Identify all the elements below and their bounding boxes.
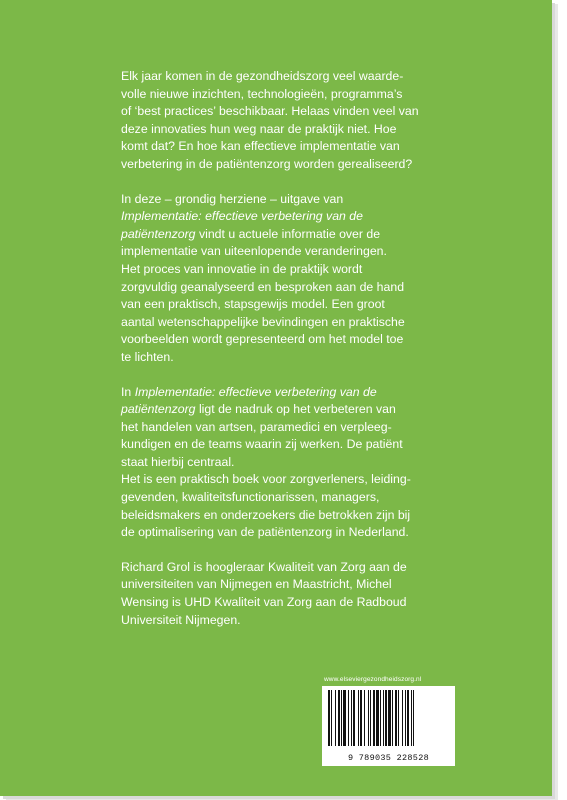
text-line: verbetering in de patiëntenzorg worden gerealiseerd? xyxy=(121,156,413,171)
barcode-block xyxy=(322,674,455,766)
text-line: ligt de nadruk op het verbeteren van xyxy=(195,402,396,417)
paragraph-3 xyxy=(121,384,481,542)
text-line: het handelen van artsen, paramedici en verpleeg- xyxy=(121,419,392,434)
book-title: Implementatie: effectieve verbetering van de xyxy=(134,384,377,399)
text-line: aantal wetenschappelijke bevindingen en praktische xyxy=(121,314,405,329)
text-line: komt dat? En hoe kan effectieve implementatie van xyxy=(121,139,400,154)
text-line: vindt u actuele informatie over de xyxy=(195,226,381,241)
text-line: Het is een praktisch boek voor zorgverleners, leiding- xyxy=(121,472,411,487)
isbn-number: 9 789035 228528 xyxy=(347,753,429,763)
text-line: deze innovaties hun weg naar de praktijk niet. Hoe xyxy=(121,121,397,136)
text-line: Universiteit Nijmegen. xyxy=(121,612,241,627)
barcode-panel xyxy=(322,686,455,766)
text-line: Wensing is UHD Kwaliteit van Zorg aan de Radboud xyxy=(121,595,407,610)
text-line: implementatie van uiteenlopende veranderingen. xyxy=(121,244,387,259)
text-line: universiteiten van Nijmegen en Maastricht, Michel xyxy=(121,577,392,592)
text-line: gevenden, kwaliteitsfunctionarissen, managers, xyxy=(121,490,380,505)
book-title: Implementatie: effectieve verbetering van de xyxy=(121,209,363,224)
paragraph-4 xyxy=(121,559,481,629)
text-line: In xyxy=(121,384,135,399)
paragraph-1 xyxy=(121,68,481,174)
text-line: Het proces van innovatie in de praktijk wordt xyxy=(121,261,363,276)
text-line: zorgvuldig geanalyseerd en besproken aan de hand xyxy=(121,279,405,294)
text-line: de optimalisering van de patiëntenzorg in Nederland. xyxy=(121,525,409,540)
text-line: Elk jaar komen in de gezondheidszorg veel waarde- xyxy=(121,69,404,83)
book-title: patiëntenzorg xyxy=(121,402,196,417)
paragraph-2 xyxy=(121,191,481,367)
text-line: te lichten. xyxy=(121,349,174,364)
publisher-url: www.elseviergezondheidszorg.nl xyxy=(324,676,422,683)
text-line: volle nieuwe inzichten, technologieën, programma’s xyxy=(121,86,403,101)
text-line: staat hierbij centraal. xyxy=(121,454,235,469)
text-line: beleidsmakers en onderzoekers die betrokken zijn bij xyxy=(121,507,411,522)
text-line: Richard Grol is hoogleraar Kwaliteit van Zorg aan de xyxy=(121,559,407,574)
book-title: patiëntenzorg xyxy=(121,226,196,241)
text-line: voorbeelden wordt gepresenteerd om het model toe xyxy=(121,332,404,347)
text-line: kundigen en de teams waarin zij werken. De patiënt xyxy=(121,437,403,452)
text-line: In deze – grondig herziene – uitgave van xyxy=(121,191,344,206)
blurb-text xyxy=(121,68,481,646)
barcode-icon xyxy=(328,690,449,746)
text-line: of ‘best practices’ beschikbaar. Helaas vinden veel van xyxy=(121,104,419,119)
text-line: van een praktisch, stapsgewijs model. Een groot xyxy=(121,297,385,312)
